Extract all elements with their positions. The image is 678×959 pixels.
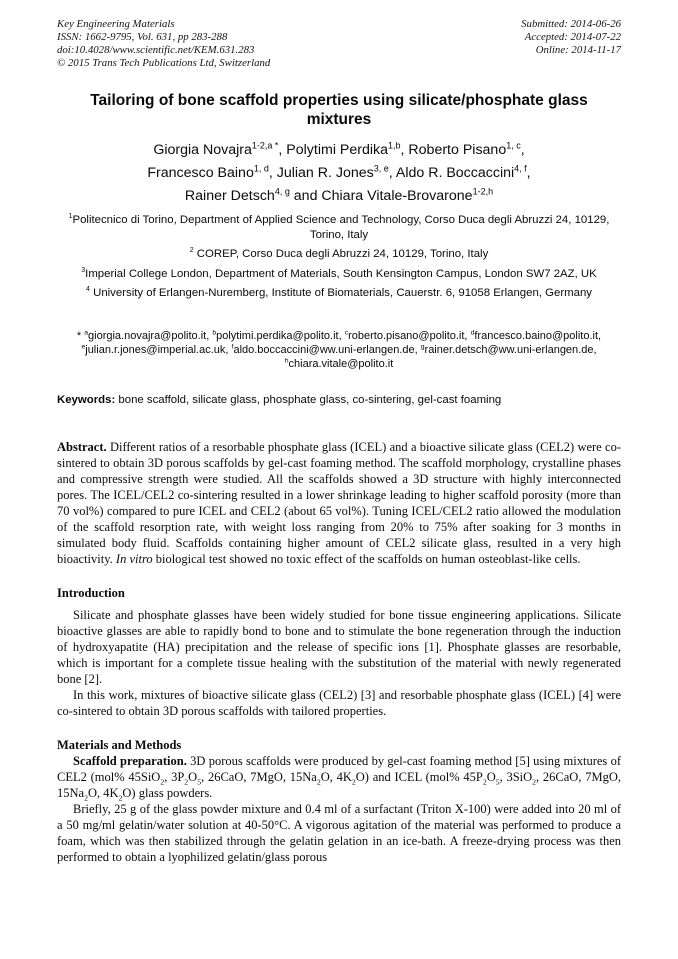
keywords-line: Keywords: bone scaffold, silicate glass, phosphate glass, co-sintering, gel-cast foaming <box>57 393 502 406</box>
affiliation: $^4$ University of Erlangen-Nuremberg, Institute of Biomaterials, Cauerstr. 6, 91058 Erlangen, Germany <box>86 286 592 300</box>
author-line: Giorgia Novajra$^{1-2,a *}$, Polytimi Perdika$^{1,b}$, Roberto Pisano$^{1, c}$, <box>153 140 525 159</box>
author-line: Francesco Baino$^{1, d}$, Julian R. Jones$^{3, e}$, Aldo R. Boccaccini$^{4, f}$, <box>147 163 531 182</box>
scaffold-preparation-paragraph: Scaffold preparation. 3D porous scaffolds were produced by gel-cast foaming method [5] using mixtures of CEL2 (mol% 45SiO$_2$, $3P_2O_5$, 26CaO, 7MgO, $15Na_2O$, $4K_2O$) and ICEL (mol% $45P_2O_5$, 3SiO$_2$, 26CaO, 7MgO, $15Na_2O$, $4K_2O$) glass powders. <box>57 753 621 803</box>
introduction-paragraph-2: In this work, mixtures of bioactive silicate glass (CEL2) [3] and resorbable phosphate glass (ICEL) [4] were co-sintered to obtain 3D porous scaffolds with tailored properties. <box>57 687 621 718</box>
submitted-date: Submitted: 2014-06-26 <box>521 18 621 30</box>
paper-title: Tailoring of bone scaffold properties using silicate/phosphate glass mixtures <box>90 92 588 128</box>
introduction-paragraph-1: Silicate and phosphate glasses have been widely studied for bone tissue engineering applications. Silicate bioactive glasses are able to rapidly bond to bone and to stimulate the bone regeneration through the induction of hydroxyapatite (HA) precipitation and the release of specific ions [1]. Phosphate glasses are resorbable, which is important for a complete tissue healing with the substitution of the material with newly regenerated bone [2]. <box>57 607 621 686</box>
author-emails: * $^a$giorgia.novajra@polito.it, $^b$polytimi.perdika@polito.it, $^c$roberto.pisano@polito.it, $^d$francesco.baino@polito.it, $^e$julian.r.jones@imperial.ac.uk, $^f$aldo.boccaccini@ww.uni-erlangen.de, $^g$rainer.detsch@ww.uni-erlangen.de, $^h$chiara.vitale@polito.it <box>76 329 602 370</box>
journal-header <box>57 18 621 70</box>
journal-title: Key Engineering Materials <box>57 18 175 30</box>
author-line: Rainer Detsch$^{4, g}$ and Chiara Vitale-Brovarone$^{1-2,h}$ <box>184 186 494 205</box>
affiliation: $^1$Politecnico di Torino, Department of Applied Science and Technology, Corso Duca degli Abruzzi 24, 10129, Torino, Italy <box>68 213 610 241</box>
introduction-heading: Introduction <box>57 585 125 600</box>
affiliation: $^3$Imperial College London, Department of Materials, South Kensington Campus, London SW7 2AZ, UK <box>81 267 597 280</box>
materials-methods-paragraph-2: Briefly, 25 g of the glass powder mixture and 0.4 ml of a surfactant (Triton X-100) were added into 20 ml of a 50 mg/ml gelatin/water solution at 40-50°C. A vigorous agitation of the material was performed to produce a foam, which was then stabilized through the gelatin gelation in an ice-bath. A freeze-drying process was then performed to obtain a lyophilized gelatin/glass porous <box>57 801 621 864</box>
journal-doi: doi:10.4028/www.scientific.net/KEM.631.283 <box>57 44 255 56</box>
online-date: Online: 2014-11-17 <box>535 44 621 56</box>
abstract-paragraph: Abstract. Different ratios of a resorbable phosphate glass (ICEL) and a bioactive silicate glass (CEL2) were co-sintered to obtain 3D porous scaffolds by gel-cast foaming method. The scaffold morphology, crystalline phases and compressive strength were studied. All the scaffolds showed a 3D structure with highly interconnected pores. The ICEL/CEL2 co-sintering resulted in a lower shrinkage leading to higher scaffold porosity (more than 70 vol%) compared to pure ICEL and CEL2 (about 65 vol%). Tuning ICEL/CEL2 ratio allowed the modulation of the scaffold resorption rate, with weight loss ranging from 20% to 75% after soaking for 3 months in simulated body fluid. Scaffolds containing higher amount of CEL2 silicate glass, resulted in a very high bioactivity. In vitro biological test showed no toxic effect of the scaffolds on human osteoblast-like cells. <box>57 439 621 566</box>
affiliation: $^2$ COREP, Corso Duca degli Abruzzi 24, 10129, Torino, Italy <box>189 247 489 261</box>
journal-copyright: © 2015 Trans Tech Publications Ltd, Switzerland <box>57 57 271 69</box>
affiliation-list <box>57 213 621 301</box>
journal-issn: ISSN: 1662-9795, Vol. 631, pp 283-288 <box>57 31 228 43</box>
journal-info <box>57 18 270 70</box>
submission-dates <box>521 18 621 70</box>
accepted-date: Accepted: 2014-07-22 <box>524 31 621 43</box>
materials-methods-heading: Materials and Methods <box>57 737 182 752</box>
author-list <box>57 139 621 208</box>
